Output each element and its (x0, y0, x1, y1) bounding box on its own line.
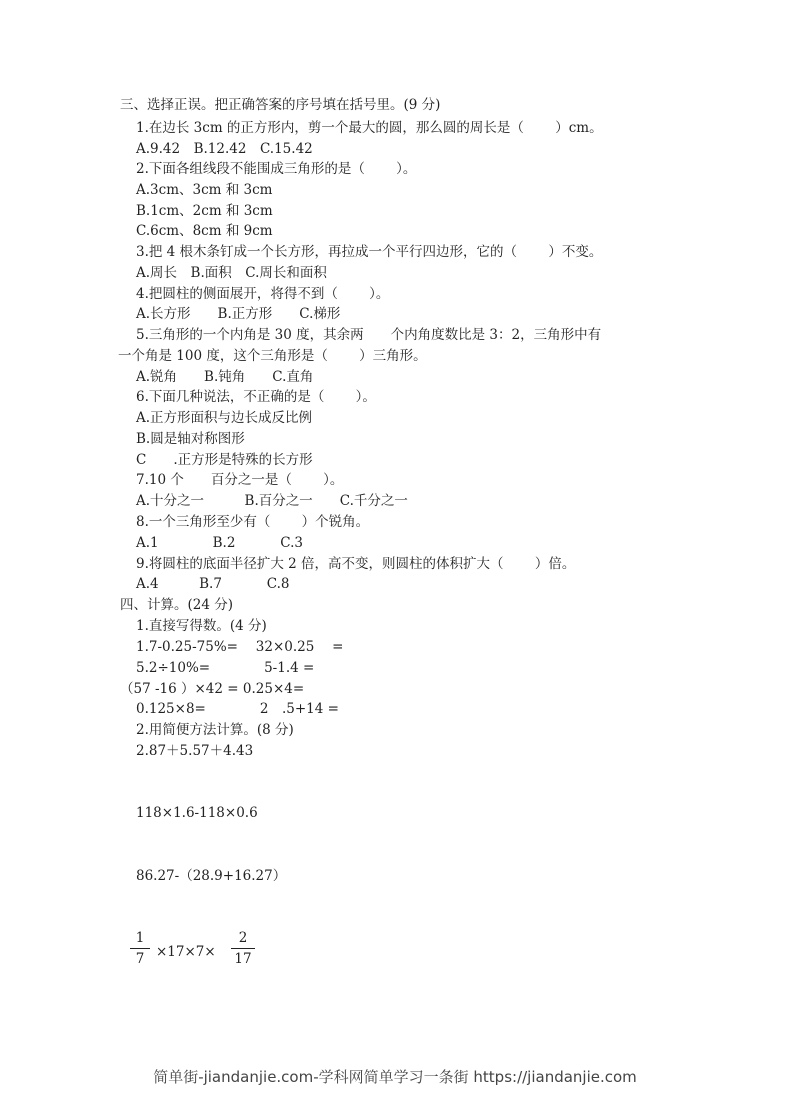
question-2-option-b: B.1cm、2cm 和 3cm (136, 203, 273, 219)
part-1-row-4: 0.125×8= 2 .5+14 = (136, 701, 339, 717)
fraction-denominator: 17 (234, 951, 252, 967)
fraction-bar (231, 948, 255, 949)
question-6-option-c: C .正方形是特殊的长方形 (136, 452, 313, 468)
fraction-numerator: 2 (238, 930, 248, 946)
part-2-expression-3: 86.27-（28.9+16.27） (136, 868, 287, 884)
question-7: 7.10 个 百分之一是（ ）。 (136, 472, 344, 488)
question-2-option-c: C.6cm、8cm 和 9cm (136, 223, 273, 239)
question-8: 8.一个三角形至少有（ ）个锐角。 (136, 514, 370, 530)
question-4-options: A.长方形 B.正方形 C.梯形 (136, 306, 341, 322)
question-7-options: A.十分之一 B.百分之一 C.千分之一 (136, 493, 408, 509)
fraction-bar (130, 948, 150, 949)
footer-watermark: 简单街-jiandanjie.com-学科网简单学习一条街 https://jiandanjie.com (153, 1068, 637, 1086)
question-1-options: A.9.42 B.12.42 C.15.42 (136, 141, 313, 157)
question-6: 6.下面几种说法，不正确的是（ ）。 (136, 389, 376, 405)
question-6-option-a: A.正方形面积与边长成反比例 (136, 410, 313, 426)
part-2-expression-2: 118×1.6-118×0.6 (136, 805, 258, 821)
part-2-expression-1: 2.87＋5.57＋4.43 (136, 743, 254, 759)
question-1: 1.在边长 3cm 的正方形内，剪一个最大的圆，那么圆的周长是（ ）cm。 (136, 120, 603, 136)
question-5-line-2: 一个角是 100 度，这个三角形是（ ）三角形。 (118, 348, 427, 364)
part-1-row-1: 1.7-0.25-75%= 32×0.25 = (136, 639, 344, 655)
part-1-heading: 1.直接写得数。(4 分) (136, 618, 267, 634)
part-2-heading: 2.用简便方法计算。(8 分) (136, 722, 294, 738)
fraction-two-seventeenths (229, 930, 257, 967)
question-3: 3.把 4 根木条钉成一个长方形，再拉成一个平行四边形，它的（ ）不变。 (136, 244, 603, 260)
question-3-options: A.周长 B.面积 C.周长和面积 (136, 265, 327, 281)
question-6-option-b: B.圆是轴对称图形 (136, 431, 245, 447)
part-1-row-3: （57 -16 ）×42 = 0.25×4= (120, 681, 305, 697)
section-4-title: 四、计算。(24 分) (120, 597, 234, 613)
part-1-row-2: 5.2÷10%= 5-1.4 = (136, 660, 315, 676)
question-8-options: A.1 B.2 C.3 (136, 535, 303, 551)
fraction-one-seventh (128, 930, 152, 967)
section-3-title: 三、选择正误。把正确答案的序号填在括号里。(9 分) (120, 97, 441, 113)
part-2-expression-4-middle: ×17×7× (156, 944, 216, 960)
question-2-option-a: A.3cm、3cm 和 3cm (136, 182, 273, 198)
question-5-line-1: 5.三角形的一个内角是 30 度，其余两 个内角度数比是 3：2，三角形中有 (136, 327, 602, 343)
fraction-denominator: 7 (135, 951, 145, 967)
fraction-numerator: 1 (135, 930, 145, 946)
question-5-options: A.锐角 B.钝角 C.直角 (136, 369, 314, 385)
question-2: 2.下面各组线段不能围成三角形的是（ ）。 (136, 161, 417, 177)
question-9: 9.将圆柱的底面半径扩大 2 倍，高不变，则圆柱的体积扩大（ ）倍。 (136, 556, 576, 572)
question-9-options: A.4 B.7 C.8 (136, 576, 290, 592)
question-4: 4.把圆柱的侧面展开，将得不到（ ）。 (136, 286, 390, 302)
